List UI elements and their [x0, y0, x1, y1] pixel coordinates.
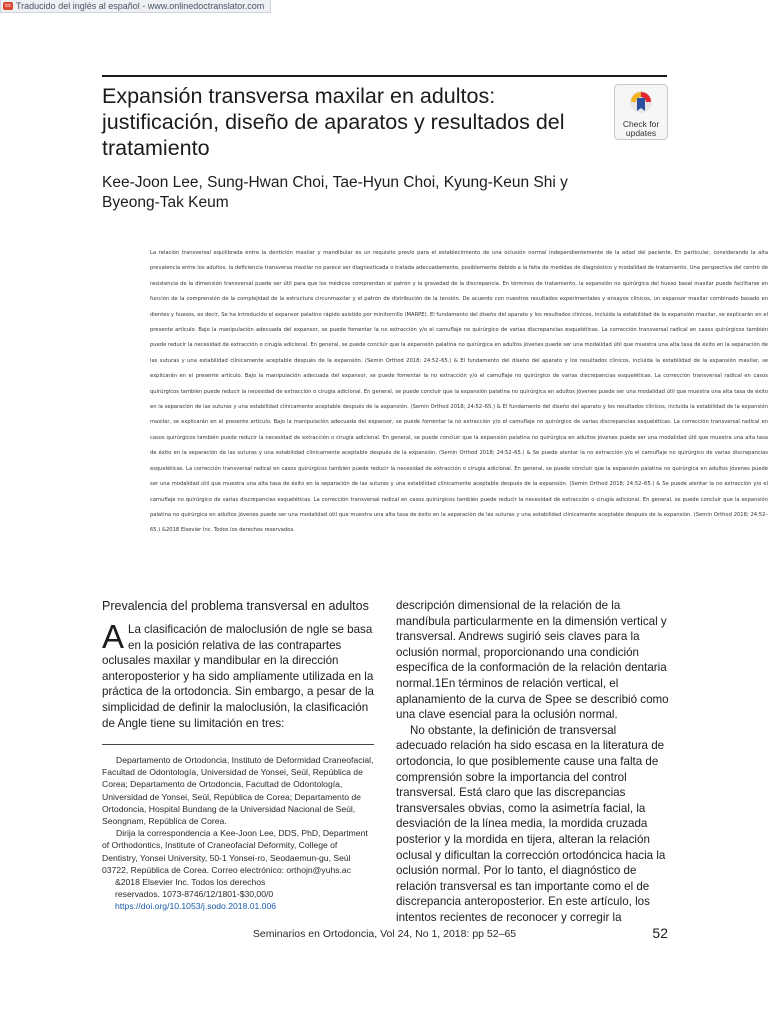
- left-column: [102, 598, 374, 731]
- affiliation-rule: [102, 744, 374, 745]
- author-list: Kee-Joon Lee, Sung-Hwan Choi, Tae-Hyun Choi, Kyung-Keun Shi y Byeong-Tak Keum: [102, 174, 568, 211]
- journal-citation: Seminarios en Ortodoncia, Vol 24, No 1, 2018: pp 52–65: [252, 928, 517, 940]
- affiliation-departments: Departamento de Ortodoncia, Instituto de Deformidad Craneofacial, Facultad de Odontología, Universidad de Yonsei, Seúl, República de Corea; Departamento de Ortodoncia, Facultad de Odontología, Universidad de Yonsei, Seúl, República de Corea; Departamento de Ortodoncia, Hospital Bundang de la Universidad Nacional de Seúl, Seongnam, República de Corea.: [102, 755, 374, 827]
- check-for-updates-label: Check for updates: [622, 119, 660, 138]
- right-paragraph-2: No obstante, la definición de transversal adecuado relación ha sido escasa en la literatura de ortodoncia, lo que posiblemente cause una falta de comprensión sobre la importancia del control transversal. Está claro que las discrepancias transversales obvias, como la asimetría facial, la desviación de la línea media, la mordida cruzada posterior y la mordida en tijera, alteran la relación oclusal y dificultan la corrección ortodóncica hacia la oclusión normal. Por lo tanto, el diagnóstico de relación transversal es tan importante como el de discrepancia anteroposterior. En este artículo, los intentos recientes de reconocer y corregir la: [396, 723, 666, 924]
- translator-banner[interactable]: [0, 0, 271, 13]
- check-for-updates-button[interactable]: [614, 84, 668, 140]
- doi-link[interactable]: https://doi.org/10.1053/j.sodo.2018.01.006: [115, 901, 277, 912]
- right-column: [396, 598, 670, 925]
- check-for-updates-icon: [628, 89, 654, 119]
- intro-paragraph: [102, 618, 374, 731]
- page-number: 52: [652, 925, 668, 941]
- section-heading: Prevalencia del problema transversal en adultos: [102, 599, 369, 613]
- abstract: La relación transversal equilibrada entre la dentición maxilar y mandibular es un requisito previo para el establecimiento de una oclusión normal independientemente de la edad del paciente. En particular, considerando la alta prevalencia entre los adultos, la deficiencia transversa maxilar no parece ser diagnosticada o tratada adecuadamente, posiblemente debido a la falta de medidas de diagnóstico y modalidad de tratamiento. Una perspectiva del centro de resistencia de la dimensión transversal puede ser útil para que los médicos comprendan el patrón y la gravedad de la discrepancia. En términos de tratamiento, la expansión no quirúrgica del hueso basal maxilar puede facilitarse en función de la comprensión de la complejidad de la estructura circunmaxilar y el patrón de distribución de la tensión. De acuerdo con nuestros resultados experimentales y ensayos clínicos, un expansor maxilar combinado basado en dientes y huesos, es decir, Se ha introducido el expansor palatino rápido asistido por minitornillo (MARPE). El fundamento del diseño del aparato y los resultados clínicos, incluida la estabilidad de la expansión maxilar, se explicarán en el presente artículo. Bajo la manipulación adecuada del expansor, se puede fomentar la no extracción y/o el camuflaje no quirúrgico de varias discrepancias esqueléticas. La corrección transversal radical en casos quirúrgicos también puede reducir la necesidad de extracción o cirugía adicional. En general, se puede concluir que la expansión palatina no quirúrgica en adultos jóvenes puede ser una modalidad útil que muestra una alta tasa de éxito en la separación de las suturas y una estabilidad clínicamente aceptable después de la expansión. (Semin Orthod 2018; 24:52–65.) & El fundamento del diseño del aparato y los resultados clínicos, incluida la estabilidad de la expansión maxilar, se explicarán en el presente artículo. Bajo la manipulación adecuada del expansor, se puede fomentar la no extracción y/o el camuflaje no quirúrgico de varias discrepancias esqueléticas. La corrección transversal radical en casos quirúrgicos también puede reducir la necesidad de extracción o cirugía adicional. En general, se puede concluir que la expansión palatina no quirúrgica en adultos jóvenes puede ser una modalidad útil que muestra una alta tasa de éxito en la separación de las suturas y una estabilidad clínicamente aceptable después de la expansión. (Semin Orthod 2018; 24:52–65.) & El fundamento del diseño del aparato y los resultados clínicos, incluida la estabilidad de la expansión maxilar, se explicarán en el presente artículo. Bajo la manipulación adecuada del expansor, se puede fomentar la no extracción y/o el camuflaje no quirúrgico de varias discrepancias esqueléticas. La corrección transversal radical en casos quirúrgicos también puede reducir la necesidad de extracción o cirugía adicional. En general, se puede concluir que la expansión palatina no quirúrgica en adultos jóvenes puede ser una modalidad útil que muestra una alta tasa de éxito en la separación de las suturas y una estabilidad clínicamente aceptable después de la expansión. (Semin Orthod 2018; 24:52–65.) & Se puede alentar la no extracción y/o el camuflaje no quirúrgico de varias discrepancias esqueléticas. La corrección transversal radical en casos quirúrgicos también puede reducir la necesidad de extracción o cirugía adicional. En general, se puede concluir que la expansión palatina no quirúrgica en adultos jóvenes puede ser una modalidad útil que muestra una alta tasa de éxito en la separación de las suturas y una estabilidad clínicamente aceptable después de la expansión. (Semin Orthod 2018; 24:52–65.) & Se puede alentar la no extracción y/o el camuflaje no quirúrgico de varias discrepancias esqueléticas. La corrección transversal radical en casos quirúrgicos también puede reducir la necesidad de extracción o cirugía adicional. En general, se puede concluir que la expansión palatina no quirúrgica en adultos jóvenes puede ser una modalidad útil que muestra una alta tasa de éxito en la separación de las suturas y una estabilidad clínicamente aceptable después de la expansión. (Semin Orthod 2018; 24:52–65.) &2018 Elsevier Inc. Todos los derechos reservados.: [150, 250, 768, 534]
- intro-paragraph-text: La clasificación de maloclusión de ngle se basa en la posición relativa de las contrapartes oclusales maxilar y mandibular en la dirección anteroposterior y ha sido ampliamente utilizada en la práctica de la ortodoncia. Sin embargo, a pesar de la simplicidad de definir la maloclusión, la clasificación de Angle tiene su limitación en tres:: [102, 623, 374, 730]
- affiliation-footnote: [102, 754, 374, 913]
- right-paragraph-1: descripción dimensional de la relación de la mandíbula particularmente en la dimensión vertical y transversal. Andrews sugirió seis claves para la oclusión normal, proporcionando una condición específica de la conformación de la relación dentaria normal.1En términos de relación vertical, el aplanamiento de la curva de Spee se describió como una clave esencial para la oclusión normal.: [396, 599, 669, 722]
- correspondence-note: Dirija la correspondencia a Kee-Joon Lee, DDS, PhD, Department of Orthodontics, Institute of Craneofacial Deformity, College of Dentistry, Yonsei University, 50-1 Yonsei-ro, Seodaemun-gu, Seúl 03722, República de Corea. Correo electrónico: orthojn@yuhs.ac: [102, 828, 368, 875]
- article-title: Expansión transversa maxilar en adultos: justificación, diseño de aparatos y resultados del tratamiento: [102, 84, 565, 160]
- dropcap-letter: A: [102, 618, 125, 655]
- header-rule: [102, 75, 667, 77]
- copyright-line-1: &2018 Elsevier Inc. Todos los derechos: [115, 877, 266, 888]
- copyright-line-2: reservados. 1073-8746/12/1801-$30,00/0: [115, 889, 274, 900]
- translator-logo-icon: ▭: [3, 2, 13, 10]
- translator-banner-text[interactable]: Traducido del inglés al español - www.onlinedoctranslator.com: [16, 1, 265, 11]
